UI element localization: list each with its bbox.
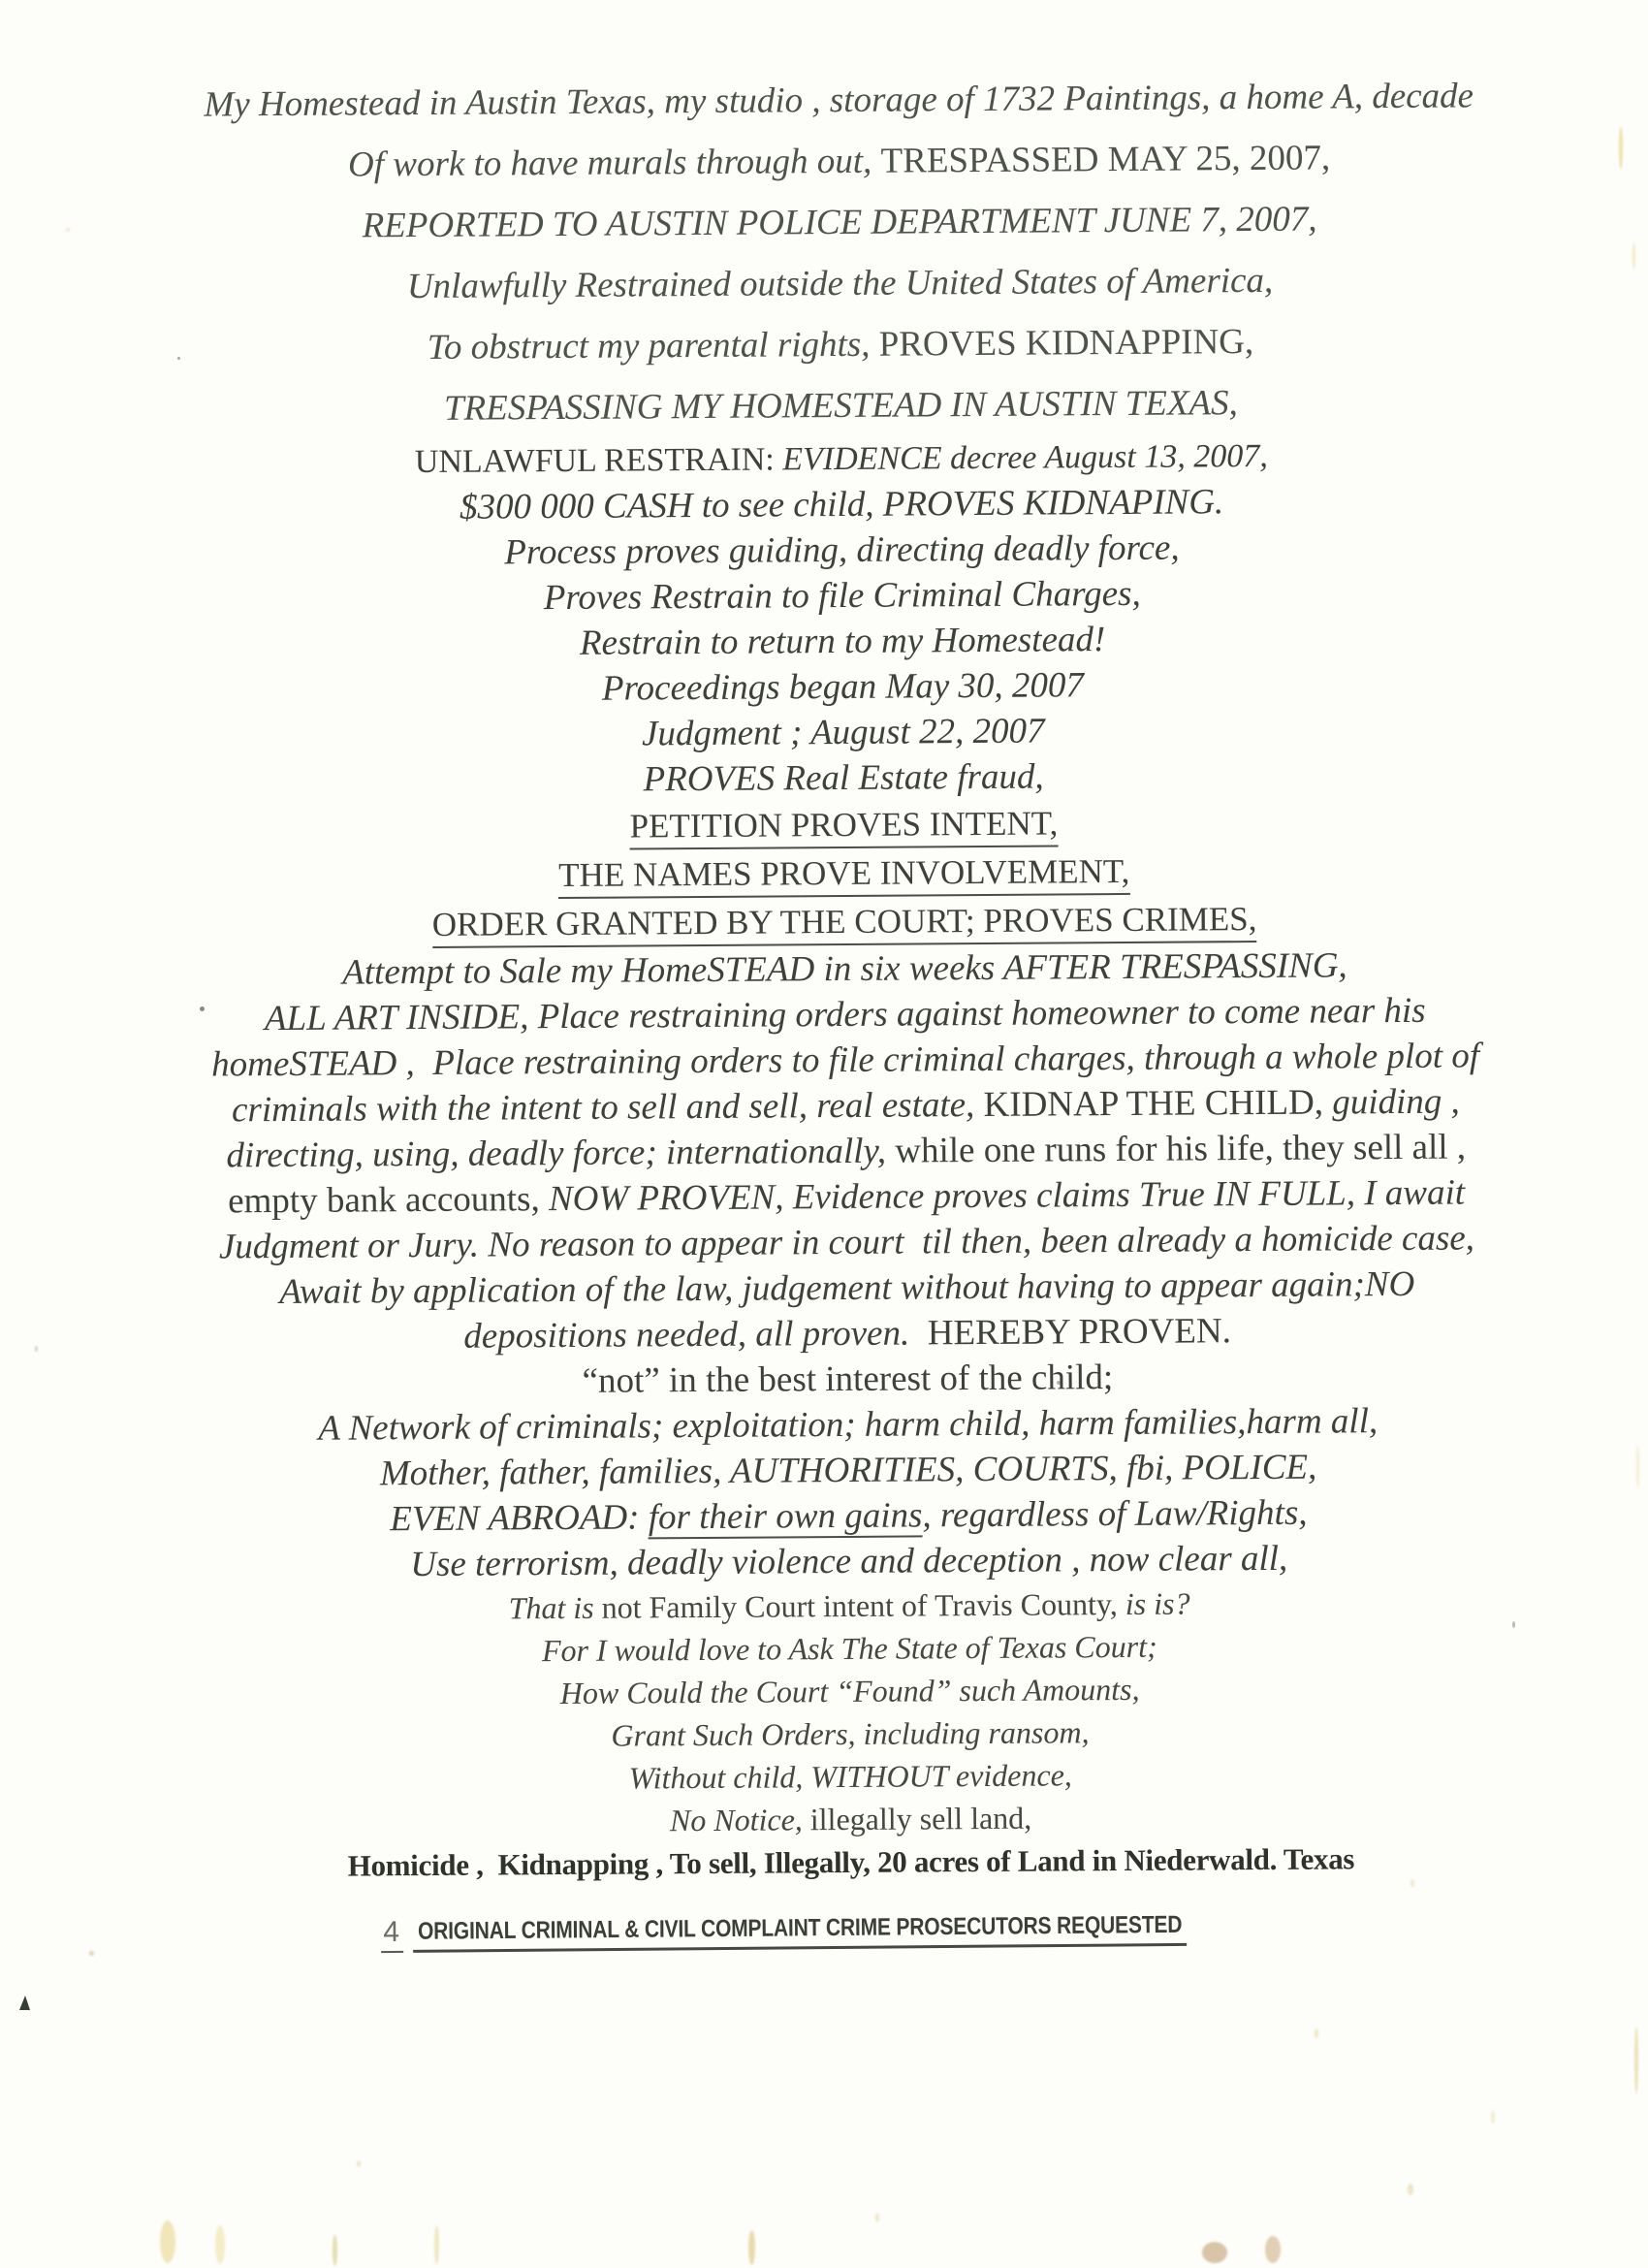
document-body (111, 65, 1578, 1890)
text-segment: EVEN ABROAD: (390, 1497, 649, 1540)
text-segment: not Family Court intent of Travis County, (601, 1585, 1125, 1625)
text-segment: directing, using, deadly force; internationally, (226, 1131, 896, 1176)
text-segment: UNLAWFUL RESTRAIN: (414, 441, 783, 481)
document-line (112, 248, 1567, 319)
text-segment: Unlawfully Restrained outside the United States of America, (406, 260, 1274, 307)
document-line (113, 309, 1568, 380)
text-segment: Of work to have murals through out, (347, 141, 881, 185)
text-segment: PROVES Real Estate fraud, (643, 756, 1044, 800)
scan-speckle (748, 2230, 755, 2265)
text-segment: $300 000 CASH to see child, PROVES KIDNAPING. (459, 482, 1224, 527)
text-segment: TRESPASSED MAY 25, 2007, (880, 138, 1331, 181)
scan-speckle (1636, 1445, 1639, 1488)
document-line (111, 126, 1566, 197)
scan-speckle (89, 1951, 94, 1956)
scan-speckle (215, 2225, 225, 2264)
text-segment: PROVES KIDNAPPING, (878, 322, 1254, 365)
scan-speckle (35, 1346, 38, 1352)
scan-speckle (1619, 126, 1623, 170)
text-segment: Process proves guiding, directing deadly force, (504, 527, 1180, 573)
text-segment: TRESPASSING MY HOMESTEAD IN AUSTIN TEXAS, (443, 383, 1238, 429)
text-segment: Use terrorism, deadly violence and deception , now clear all, (410, 1538, 1288, 1585)
scan-speckle (1202, 2242, 1227, 2263)
text-segment: ORDER GRANTED BY THE COURT; PROVES CRIMES, (432, 900, 1257, 948)
text-segment: That is (508, 1589, 602, 1626)
scan-speckle (333, 2235, 337, 2266)
text-segment: while one runs for his life, they sell all , (895, 1127, 1467, 1171)
scan-speckle (1491, 2110, 1495, 2124)
text-segment: Grant Such Orders, including ransom, (611, 1714, 1090, 1753)
text-segment: Restrain to return to my Homestead! (579, 620, 1106, 663)
text-segment: To obstruct my parental rights, (427, 324, 879, 367)
stray-dot-mark (1512, 1621, 1515, 1628)
page-number: 4 (381, 1916, 403, 1953)
stray-dot-mark (177, 357, 180, 360)
scan-artifact-triangle (19, 1996, 30, 2010)
text-segment: illegally sell land, (809, 1800, 1032, 1837)
document-line (111, 65, 1566, 136)
text-segment: PETITION PROVES INTENT, (629, 804, 1058, 849)
text-segment: EVIDENCE decree August 13, 2007, (782, 437, 1268, 478)
scan-speckle (1408, 2184, 1413, 2195)
text-segment: is is? (1125, 1585, 1190, 1621)
document-line (124, 1836, 1578, 1890)
document-line (112, 187, 1567, 258)
footer-title: ORIGINAL CRIMINAL & CIVIL COMPLAINT CRIME PROSECUTORS REQUESTED (413, 1911, 1188, 1953)
text-segment: REPORTED TO AUSTIN POLICE DEPARTMENT JUNE 7, 2007, (362, 199, 1317, 246)
text-segment: Homicide , Kidnapping , To sell, Illegally, 20 acres of Land in Niederwald. Texas (347, 1841, 1355, 1883)
scan-speckle (1632, 242, 1635, 270)
text-segment: HEREBY PROVEN. (927, 1311, 1232, 1354)
text-segment: criminals with the intent to sell and sell, real estate, (231, 1084, 984, 1131)
text-segment: NOW PROVEN, Evidence proves claims True IN FULL, I await (548, 1172, 1466, 1220)
text-segment: Proceedings began May 30, 2007 (601, 665, 1085, 709)
stray-dot-mark (1057, 1381, 1061, 1385)
text-segment: A Network of criminals; exploitation; harm child, harm families,harm all, (318, 1401, 1379, 1449)
text-segment: ALL ART INSIDE, Place restraining orders against homeowner to come near his (264, 990, 1426, 1039)
text-segment: How Could the Court “Found” such Amounts, (559, 1671, 1140, 1711)
text-segment: No Notice, (669, 1802, 810, 1838)
scan-speckle (357, 2160, 361, 2167)
document-line (113, 370, 1568, 441)
scan-speckle (1634, 2027, 1638, 2094)
text-segment: empty bank accounts, (228, 1179, 550, 1222)
scan-speckle (66, 228, 70, 232)
text-segment: THE NAMES PROVE INVOLVEMENT, (558, 852, 1129, 899)
text-segment: Judgment or Jury. No reason to appear in court til then, been already a homicide case, (218, 1218, 1475, 1267)
text-segment: homeSTEAD , Place restraining orders to file criminal charges, through a whole plot of (211, 1036, 1480, 1085)
scan-speckle (1315, 2028, 1318, 2038)
text-segment: Attempt to Sale my HomeSTEAD in six weeks AFTER TRESPASSING, (342, 945, 1347, 993)
text-segment: Proves Restrain to file Criminal Charges, (543, 573, 1141, 619)
stray-period-mark (200, 1006, 205, 1011)
text-segment: For I would love to Ask The State of Texas Court; (541, 1628, 1157, 1669)
text-segment: “not” in the best interest of the child; (582, 1358, 1114, 1401)
text-segment: Mother, father, families, AUTHORITIES, COURTS, fbi, POLICE, (379, 1447, 1317, 1494)
text-segment: for their own gains (648, 1495, 923, 1538)
text-segment: , regardless of Law/Rights, (922, 1492, 1308, 1536)
text-segment: Without child, WITHOUT evidence, (628, 1757, 1072, 1796)
text-segment: My Homestead in Austin Texas, my studio , storage of 1732 Paintings, a home A, decade (204, 76, 1474, 125)
page-footer (131, 1905, 1585, 1955)
scan-speckle (1410, 1879, 1414, 1887)
scan-speckle (875, 2213, 879, 2222)
scan-speckle (1265, 2236, 1281, 2263)
scan-speckle (434, 2225, 439, 2264)
text-segment: Await by application of the law, judgement without having to appear again;NO (279, 1263, 1415, 1313)
text-segment: depositions needed, all proven. (463, 1313, 928, 1357)
scan-speckle (160, 2220, 175, 2263)
text-segment: Judgment ; August 22, 2007 (641, 711, 1045, 754)
text-segment: KIDNAP THE CHILD, (983, 1082, 1324, 1125)
text-segment: guiding , (1322, 1081, 1460, 1123)
